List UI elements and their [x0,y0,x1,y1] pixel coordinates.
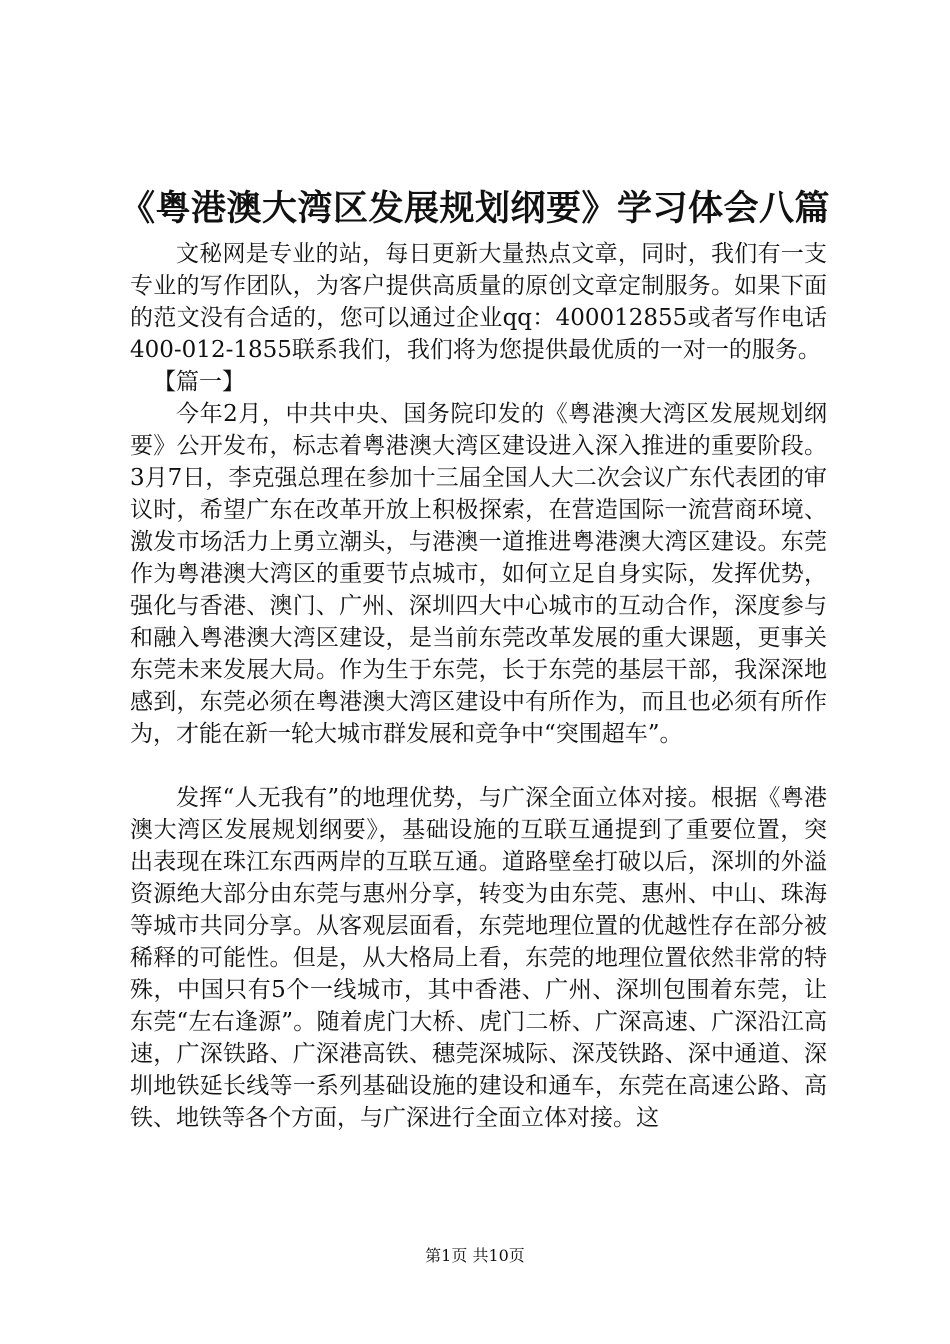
document-body [130,238,827,1134]
section-heading: 【篇一】 [153,369,245,395]
page-footer: 第1页 共10页 [425,1246,525,1265]
intro-paragraph: 文秘网是专业的站，每日更新大量热点文章，同时，我们有一支专业的写作团队，为客户提供高质量的原创文章定制服务。如果下面的范文没有合适的，您可以通过企业qq：400012855或者写作电话400-012-1855联系我们，我们将为您提供最优质的一对一的服务。 [130,241,827,363]
body-paragraph-2: 发挥“人无我有”的地理优势，与广深全面立体对接。根据《粤港澳大湾区发展规划纲要》，基础设施的互联互通提到了重要位置，突出表现在珠江东西两岸的互联互通。道路壁垒打破以后，深圳的外溢资源绝大部分由东莞与惠州分享，转变为由东莞、惠州、中山、珠海等城市共同分享。从客观层面看，东莞地理位置的优越性存在部分被稀释的可能性。但是，从大格局上看，东莞的地理位置依然非常的特殊，中国只有5个一线城市，其中香港、广州、深圳包围着东莞，让东莞“左右逢源”。随着虎门大桥、虎门二桥、广深高速、广深沿江高速，广深铁路、广深港高铁、穗莞深城际、深茂铁路、深中通道、深圳地铁延长线等一系列基础设施的建设和通车，东莞在高速公路、高铁、地铁等各个方面，与广深进行全面立体对接。这 [130,785,827,1131]
body-paragraph-1: 今年2月，中共中央、国务院印发的《粤港澳大湾区发展规划纲要》公开发布，标志着粤港澳大湾区建设进入深入推进的重要阶段。3月7日，李克强总理在参加十三届全国人大二次会议广东代表团的审议时，希望广东在改革开放上积极探索，在营造国际一流营商环境、激发市场活力上勇立潮头，与港澳一道推进粤港澳大湾区建设。东莞作为粤港澳大湾区的重要节点城市，如何立足自身实际，发挥优势，强化与香港、澳门、广州、深圳四大中心城市的互动合作，深度参与和融入粤港澳大湾区建设，是当前东莞改革发展的重大课题，更事关东莞未来发展大局。作为生于东莞，长于东莞的基层干部，我深深地感到，东莞必须在粤港澳大湾区建设中有所作为，而且也必须有所作为，才能在新一轮大城市群发展和竞争中“突围超车”。 [130,401,827,747]
document-title: 《粤港澳大湾区发展规划纲要》学习体会八篇 [119,188,830,229]
